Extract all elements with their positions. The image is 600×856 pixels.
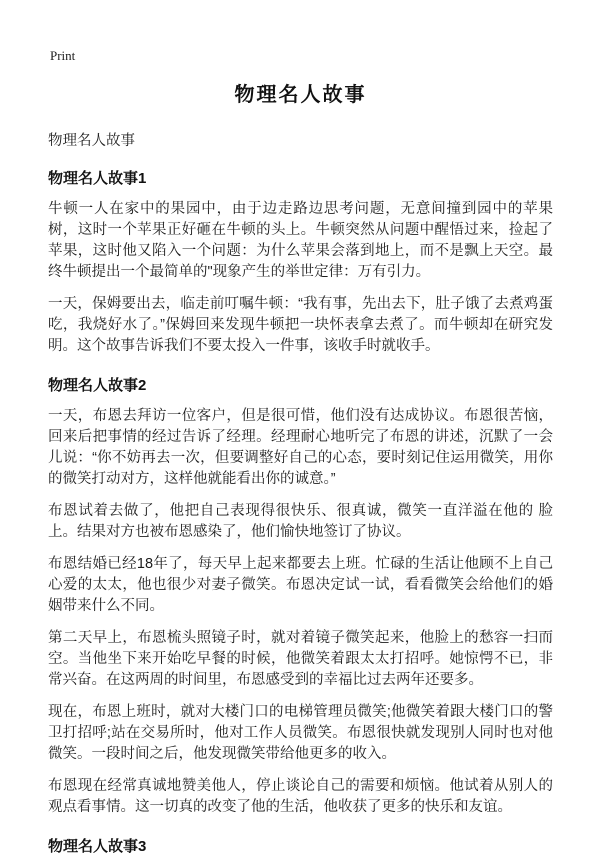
story2-paragraph-mirror-smile: 第二天早上，布恩梳头照镜子时，就对着镜子微笑起来，他脸上的愁容一扫而空。当他坐下来开始吃早餐的时候，他微笑着跟太太打招呼。她惊愕不已，非常兴奋。在这两周的时间里，布恩感受到的幸福比过去两年还要多。 [48,630,553,688]
story1-paragraph-newton-apple: 牛顿一人在家中的果园中，由于边走路边思考问题，无意间撞到园中的苹果树，这时一个苹果正好砸在牛顿的头上。牛顿突然从问题中醒悟过来，捡起了苹果，这时他又陷入一个问题：为什么苹果会落到地上，而不是飘上天空。最终牛顿提出一个最简单的"现象产生的举世定律：万有引力。 [48,201,553,280]
print-link[interactable]: Print [50,48,76,63]
story2-paragraph-marriage: 布恩结婚已经18年了，每天早上起来都要去上班。忙碌的生活让他顾不上自己心爱的太太，他也很少对妻子微笑。布恩决定试一试，看看微笑会给他们的婚姻带来什么不同。 [48,556,553,614]
document-subtitle: 物理名人故事 [48,133,135,149]
story2-paragraph-work-smile: 现在，布恩上班时，就对大楼门口的电梯管理员微笑;他微笑着跟大楼门口的警卫打招呼;站在交易所时，他对工作人员微笑。布恩很快就发现别人同时也对他微笑。一段时间之后，他发现微笑带给他更多的收入。 [48,704,553,762]
story2-paragraph-client-visit: 一天，布恩去拜访一位客户，但是很可惜，他们没有达成协议。布恩很苦恼，回来后把事情的经过告诉了经理。经理耐心地听完了布恩的讲述，沉默了一会儿说：“你不妨再去一次，但要调整好自己的心态，要时刻记住运用微笑，用你的微笑打动对方，这样他就能看出你的诚意。” [48,408,553,487]
story1-paragraph-newton-watch: 一天，保姆要出去，临走前叮嘱牛顿：“我有事，先出去下，肚子饿了去煮鸡蛋吃，我烧好水了。”保姆回来发现牛顿把一块怀表拿去煮了。而牛顿却在研究发明。这个故事告诉我们不要太投入一件事，该收手时就收手。 [48,296,553,354]
section-heading-2: 物理名人故事2 [48,377,147,394]
story2-paragraph-agreement-signed: 布恩试着去做了，他把自己表现得很快乐、很真诚，微笑一直洋溢在他的 脸上。结果对方也被布恩感染了，他们愉快地签订了协议。 [48,503,553,540]
section-heading-1: 物理名人故事1 [48,170,147,187]
page-title: 物理名人故事 [234,84,367,106]
section-heading-3: 物理名人故事3 [48,838,147,855]
story2-paragraph-praise-others: 布恩现在经常真诚地赞美他人，停止谈论自己的需要和烦恼。他试着从别人的观点看事情。这一切真的改变了他的生活，他收获了更多的快乐和友谊。 [48,778,553,815]
